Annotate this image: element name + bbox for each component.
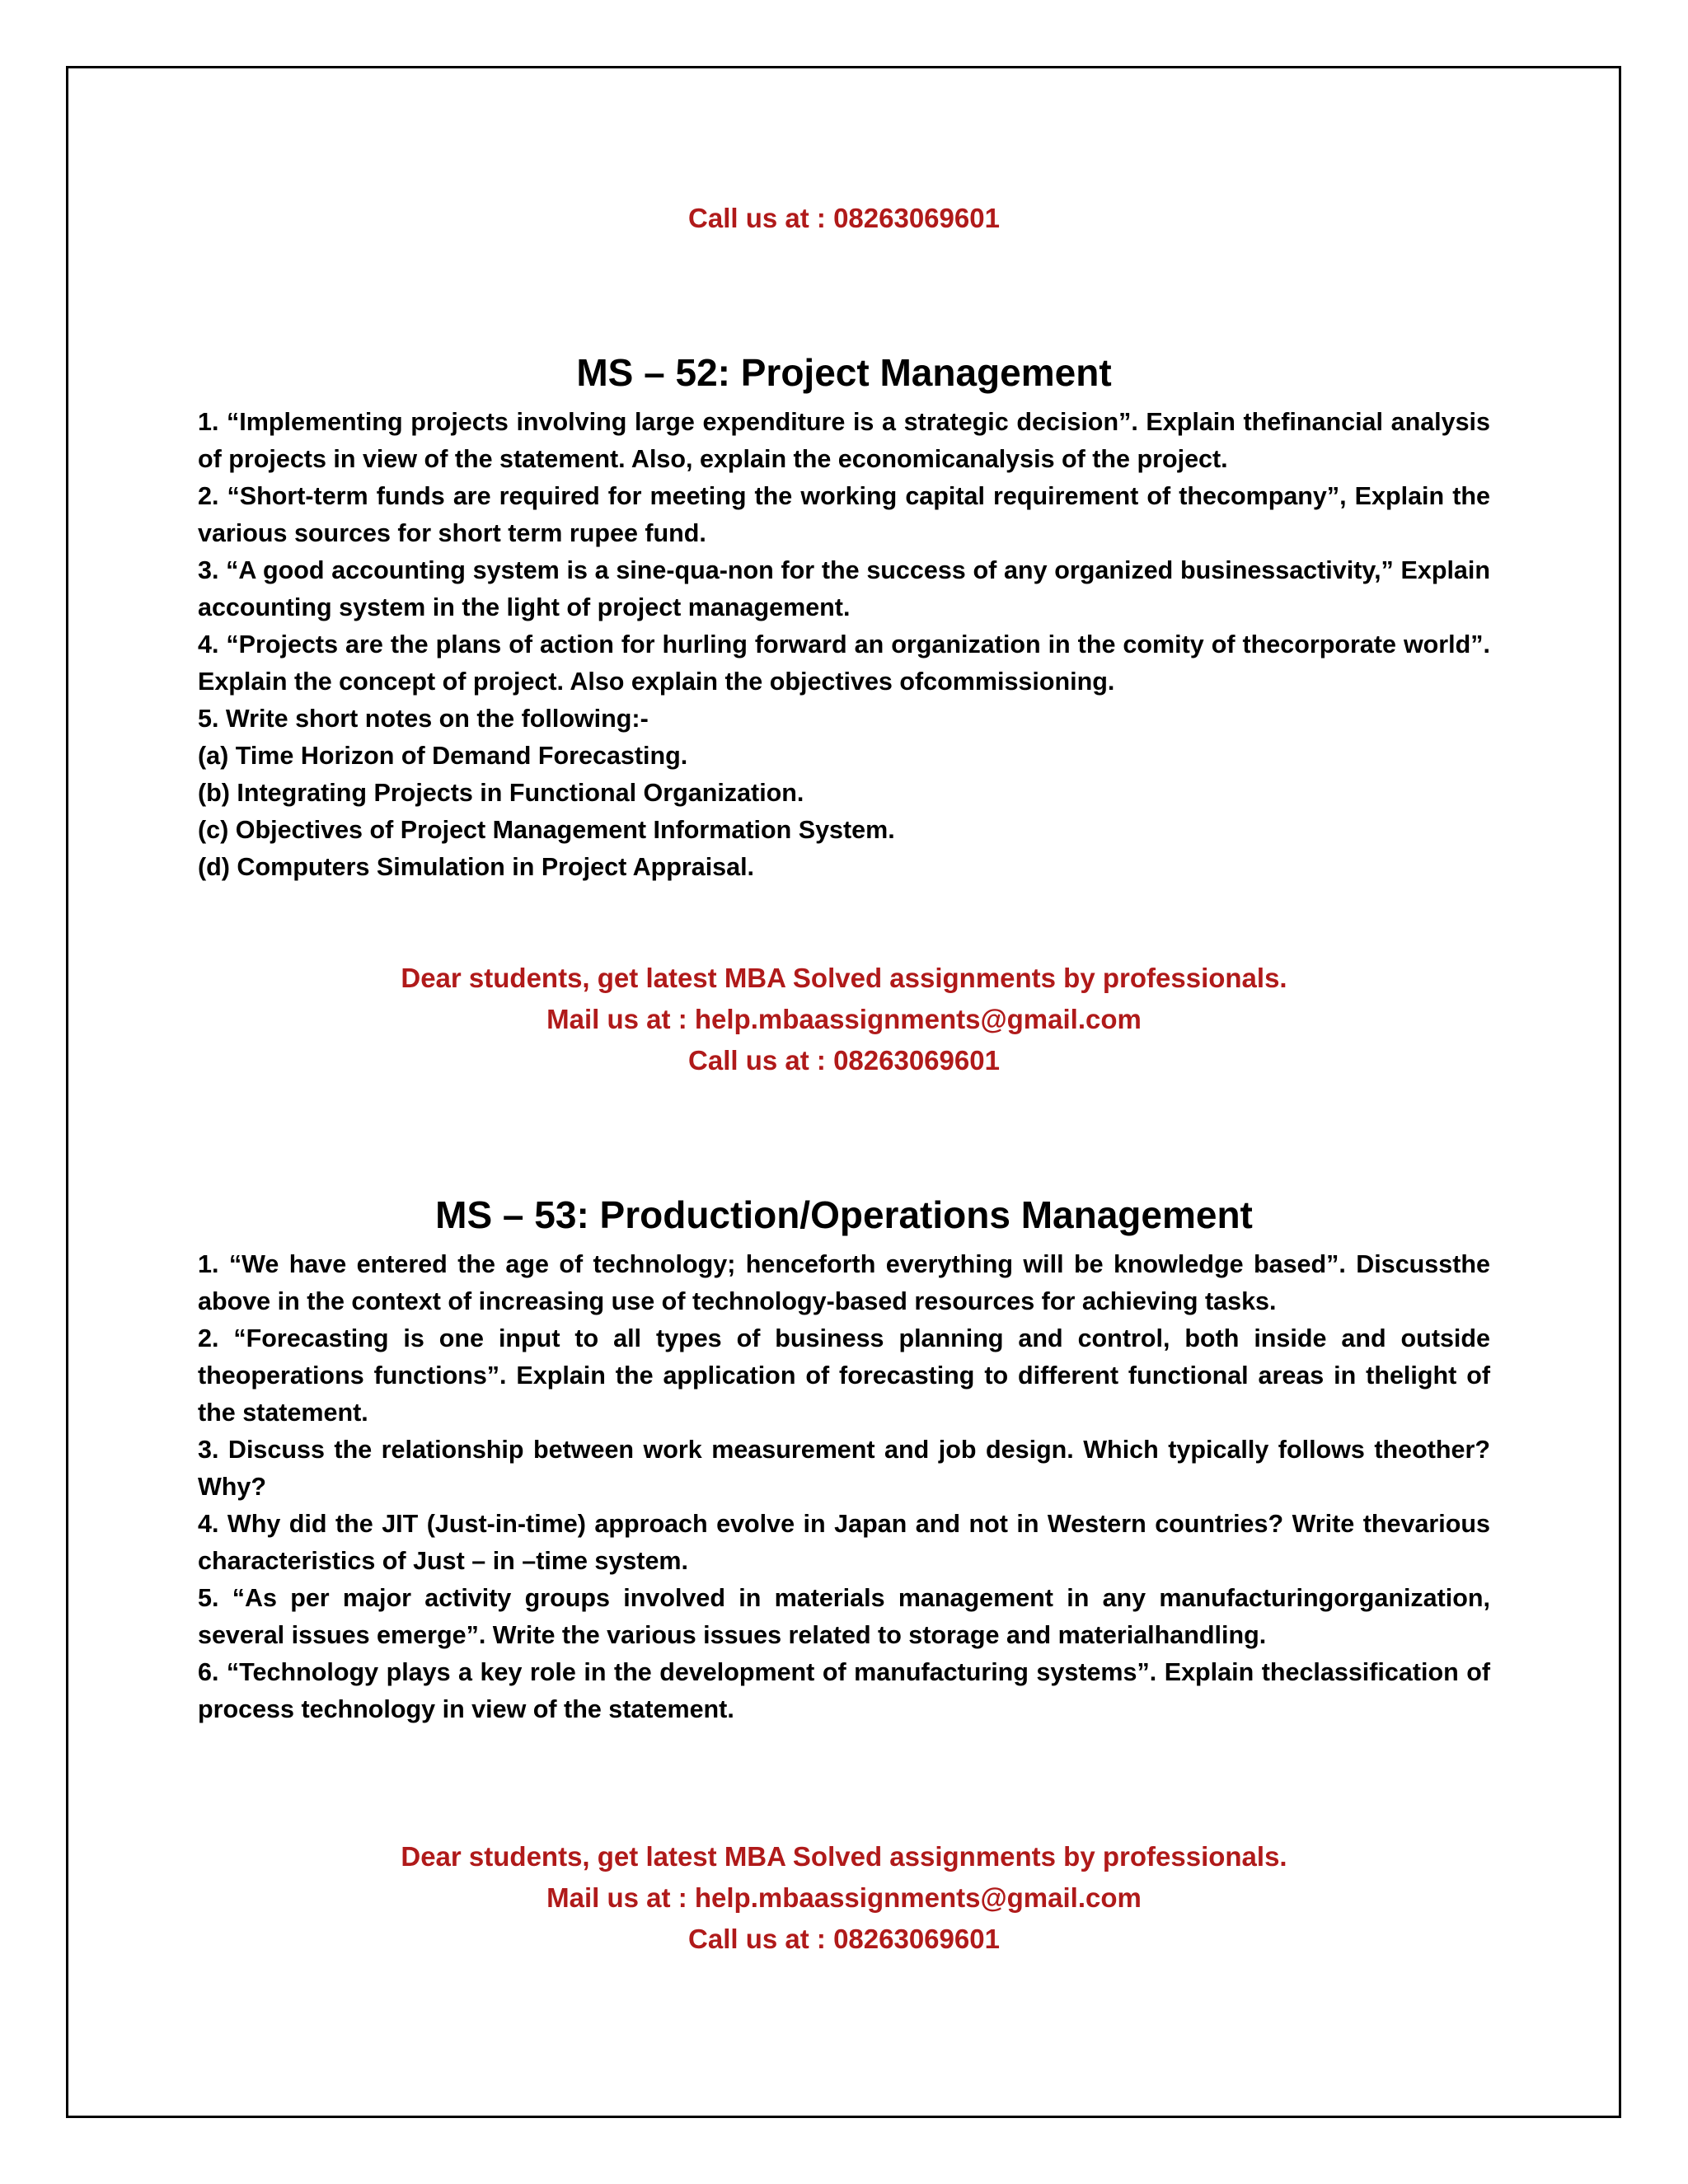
- section-ms53: [198, 1190, 1490, 1728]
- promo-text: Dear students, get latest MBA Solved assignments by professionals.: [401, 1841, 1287, 1872]
- promo-text: Dear students, get latest MBA Solved assignments by professionals.: [401, 963, 1287, 993]
- promo-call: Call us at : 08263069601: [688, 1924, 1000, 1954]
- question-item: 6. “Technology plays a key role in the development of manufacturing systems”. Explain theclassification of process technology in view of the statement.: [198, 1658, 1490, 1723]
- question-item: 4. Why did the JIT (Just-in-time) approach evolve in Japan and not in Western countries? Write thevarious characteristics of Just – in –time system.: [198, 1510, 1490, 1575]
- question-item: 3. Discuss the relationship between work measurement and job design. Which typically follows theother? Why?: [198, 1436, 1490, 1501]
- short-note-item: (c) Objectives of Project Management Information System.: [198, 816, 895, 844]
- question-item: 2. “Forecasting is one input to all types of business planning and control, both inside and outside theoperations functions”. Explain the application of forecasting to different functional areas in thelight of the statement.: [198, 1324, 1490, 1427]
- question-item: 5. “As per major activity groups involved in materials management in any manufacturingorganization, several issues emerge”. Write the various issues related to storage and materialhandling.: [198, 1584, 1490, 1649]
- promo-email: Mail us at : help.mbaassignments@gmail.com: [546, 1882, 1142, 1913]
- promo-block-1: [198, 958, 1490, 1081]
- question-item: 3. “A good accounting system is a sine-qua-non for the success of any organized businessactivity,” Explain accounting system in the light of project management.: [198, 556, 1490, 621]
- short-note-item: (a) Time Horizon of Demand Forecasting.: [198, 742, 688, 770]
- header-call-text: Call us at : 08263069601: [688, 203, 1000, 233]
- short-note-item: (b) Integrating Projects in Functional Organization.: [198, 779, 804, 807]
- question-item: 1. “We have entered the age of technology; henceforth everything will be knowledge based”. Discussthe above in the context of increasing use of technology-based resources for achieving tasks.: [198, 1250, 1490, 1315]
- promo-call: Call us at : 08263069601: [688, 1045, 1000, 1076]
- section-title-ms53: MS – 53: Production/Operations Management: [435, 1193, 1253, 1236]
- promo-block-2: [198, 1836, 1490, 1960]
- question-item: 5. Write short notes on the following:-: [198, 705, 649, 733]
- short-note-item: (d) Computers Simulation in Project Appraisal.: [198, 853, 755, 881]
- promo-email: Mail us at : help.mbaassignments@gmail.com: [546, 1004, 1142, 1034]
- question-item: 1. “Implementing projects involving large expenditure is a strategic decision”. Explain thefinancial analysis of projects in view of the statement. Also, explain the economicanalysis of the project.: [198, 408, 1490, 473]
- header-contact: [198, 198, 1490, 239]
- question-item: 2. “Short-term funds are required for meeting the working capital requirement of thecompany”, Explain the various sources for short term rupee fund.: [198, 482, 1490, 547]
- question-item: 4. “Projects are the plans of action for hurling forward an organization in the comity of thecorporate world”. Explain the concept of project. Also explain the objectives ofcommissioning.: [198, 630, 1490, 696]
- section-ms52: [198, 348, 1490, 886]
- section-title-ms52: MS – 52: Project Management: [576, 351, 1112, 394]
